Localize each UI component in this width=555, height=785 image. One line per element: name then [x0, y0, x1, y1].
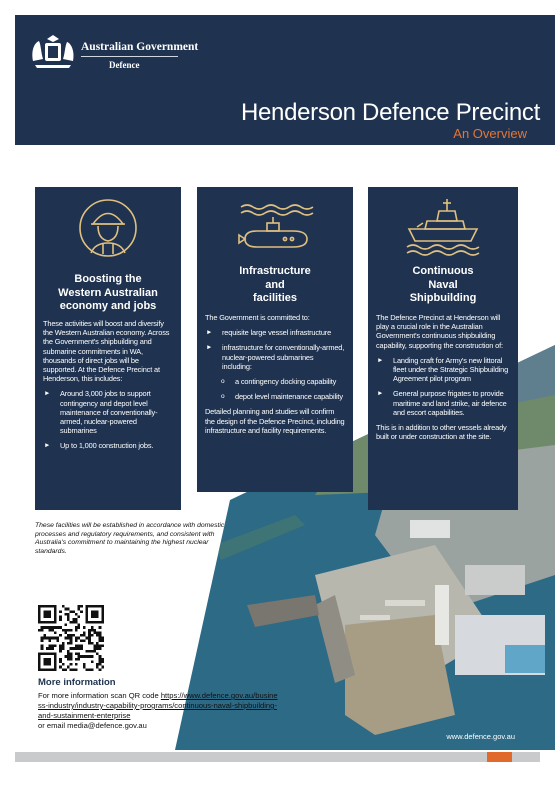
card-outro: This is in addition to other vessels already built or under construction at the site.: [376, 423, 507, 442]
card-heading: [201, 265, 349, 306]
heading-line: economy and jobs: [59, 300, 157, 312]
card-intro: The Government is committed to:: [205, 313, 310, 322]
submarine-icon: [235, 197, 315, 259]
heading-line: Boosting the: [74, 273, 142, 285]
heading-line: facilities: [252, 292, 298, 304]
heading-line: and: [265, 278, 285, 291]
more-information-text: [38, 691, 278, 731]
site-url: www.defence.gov.au: [446, 732, 515, 741]
heading-line: Naval: [428, 278, 458, 291]
card-intro: The Defence Precinct at Henderson will play a crucial role in the Australian Government's continuous shipbuilding capability, supporting the construction of:: [376, 313, 503, 350]
bullet-list: [376, 356, 510, 417]
department-name: Defence: [109, 60, 140, 70]
heading-line: Shipbuilding: [409, 292, 477, 304]
heading-line: Western Australian: [58, 286, 158, 299]
card-infrastructure: [197, 187, 353, 492]
heading-line: Continuous: [412, 265, 474, 277]
card-heading: [39, 273, 177, 314]
list-item: [205, 328, 345, 337]
fact-sheet-page: [15, 15, 555, 785]
card-paragraph: These activities will boost and diversify the Western Australian economy. Across the Government's shipbuilding and submarine commitments in WA, thousands of direct jobs will be supported. At the Defence Precinct at Henderson, this includes:: [43, 319, 170, 384]
circle-bullet-icon: o: [221, 393, 225, 401]
arrow-bullet-icon: ►: [44, 442, 51, 450]
list-item-text: a contingency docking capability: [235, 377, 337, 387]
footer-bar: [15, 752, 540, 762]
list-item-text: Landing craft for Army's new littoral fleet under the Strategic Shipbuilding Agreement pilot program: [393, 355, 509, 384]
list-item: [43, 389, 173, 435]
header-banner: [15, 15, 555, 145]
sub-list-item: [205, 377, 345, 386]
card-naval-shipbuilding: [368, 187, 518, 510]
email-contact: or email media@defence.gov.au: [38, 721, 147, 730]
list-item-text: requisite large vessel infrastructure: [222, 328, 332, 338]
list-item: [376, 356, 510, 384]
list-item: [205, 343, 345, 371]
footer-accent: [487, 752, 512, 762]
arrow-bullet-icon: ►: [377, 356, 384, 364]
qr-code[interactable]: [38, 605, 104, 671]
page-title: Henderson Defence Precinct: [240, 99, 540, 126]
list-item: [43, 441, 173, 450]
list-item-text: General purpose frigates to provide maritime and land strike, air defence and escort capabilities.: [393, 389, 507, 417]
arrow-bullet-icon: ►: [206, 329, 213, 337]
arrow-bullet-icon: ►: [44, 390, 51, 398]
government-title: Australian Government: [81, 41, 199, 53]
arrow-bullet-icon: ►: [377, 390, 384, 398]
arrow-bullet-icon: ►: [206, 344, 213, 352]
more-information-lead: For more information scan QR code: [38, 691, 161, 700]
more-information-section: [38, 678, 278, 731]
sub-list-item: [205, 392, 345, 401]
heading-line: Infrastructure: [239, 265, 311, 277]
list-item-text: Around 3,000 jobs to support contingency and depot level maintenance of conventionally-armed, nuclear-powered submarines: [60, 389, 158, 436]
construction-worker-icon: [77, 197, 139, 259]
nuclear-standards-caveat: These facilities will be established in accordance with domestic processes and regulatory requirements, and consistent with Australia's commitment to maintaining the highest nuclear standards.: [35, 522, 225, 555]
title-divider: [81, 56, 178, 57]
card-heading: [372, 265, 514, 306]
card-outro: Detailed planning and studies will confirm the design of the Defence Precinct, including infrastructure and facility requirements.: [205, 407, 345, 435]
page-subtitle: An Overview: [453, 126, 527, 141]
bullet-list: [205, 328, 345, 401]
list-item-text: depot level maintenance capability: [235, 392, 343, 402]
list-item: [376, 389, 510, 417]
more-information-heading: More information: [38, 677, 116, 688]
list-item-text: Up to 1,000 construction jobs.: [60, 441, 154, 451]
list-item-text: infrastructure for conventionally-armed, nuclear-powered submarines including:: [222, 343, 345, 371]
bullet-list: [43, 389, 173, 450]
naval-ship-icon: [403, 197, 483, 259]
coat-of-arms-icon: [29, 33, 77, 73]
defence-url-link[interactable]: https://www.defence.gov.au/business-industry/industry-capability-programs/continuous-naval-shipbuilding-and-sustainment-enterprise: [38, 691, 278, 720]
circle-bullet-icon: o: [221, 378, 225, 386]
card-economy-jobs: [35, 187, 181, 510]
